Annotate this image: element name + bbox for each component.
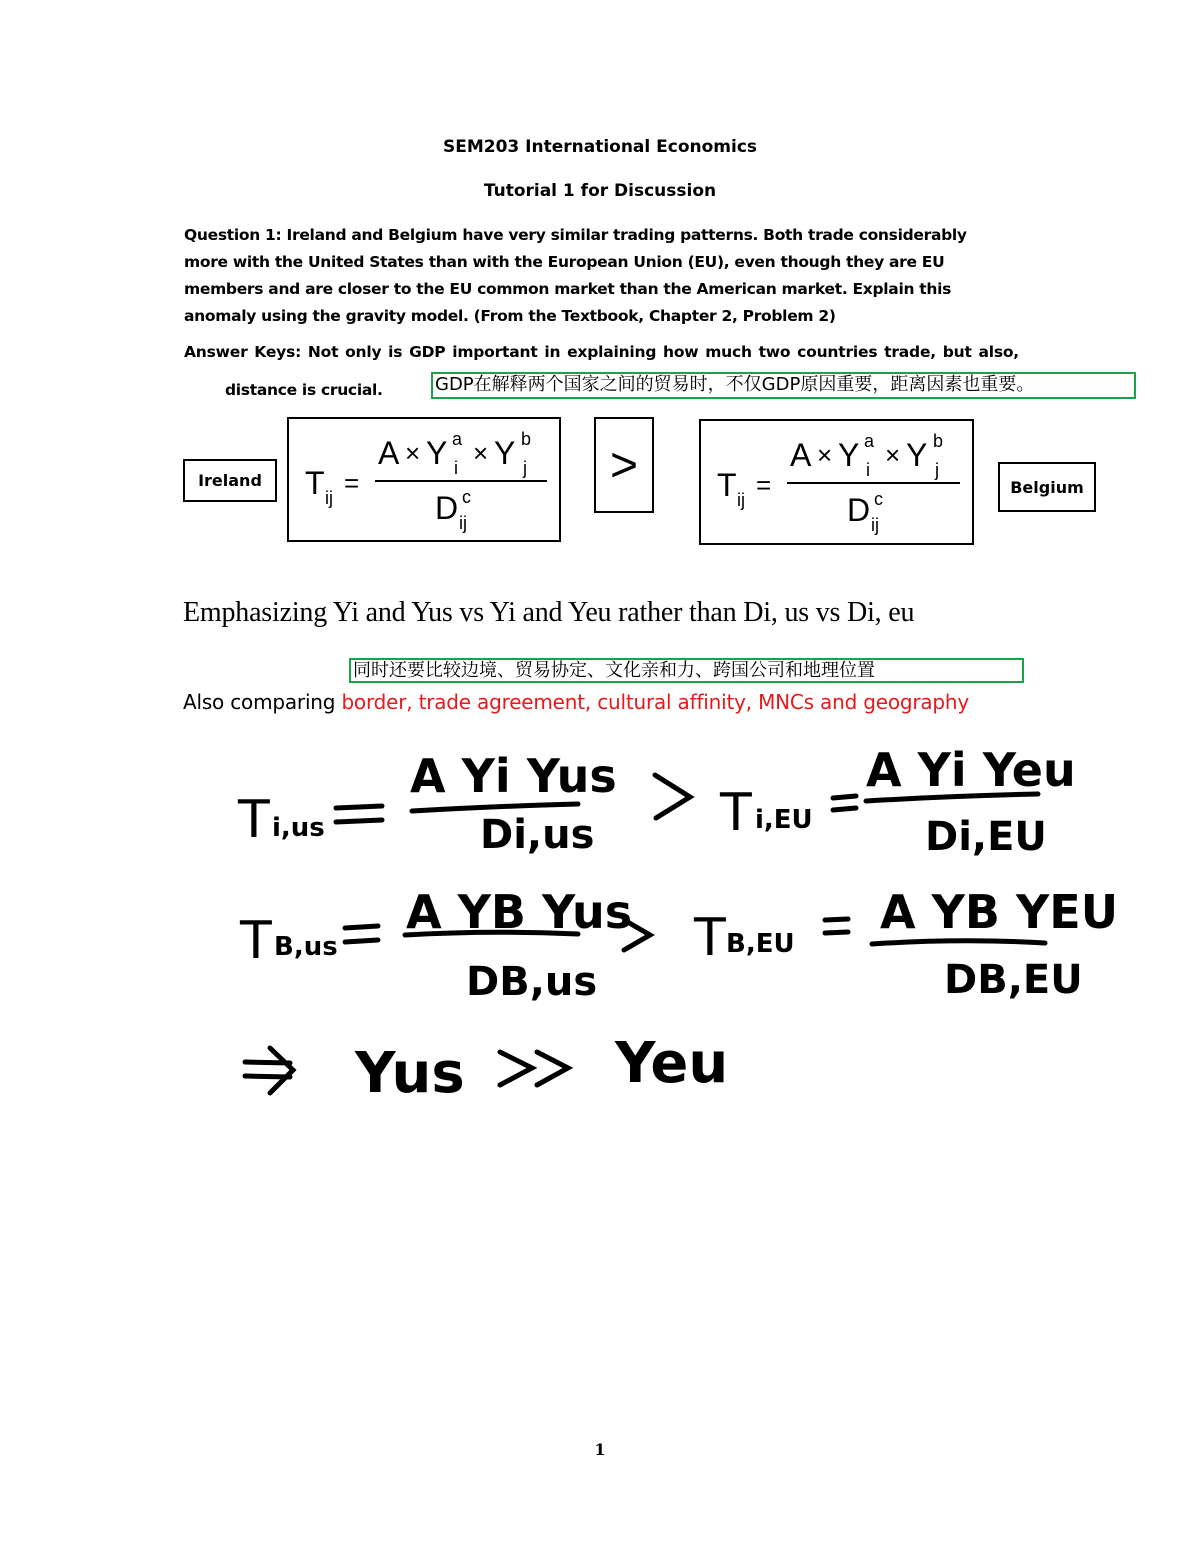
row1-fraction-bar-left (412, 804, 578, 811)
much-greater-than (500, 1052, 568, 1085)
row2-numerator-right: A YB YEU (880, 885, 1119, 939)
course-title: SEM203 International Economics (442, 137, 758, 157)
formula-A: A (790, 437, 812, 473)
row2-numerator-left: A YB Yus (406, 885, 633, 939)
formula-D: D (847, 492, 871, 528)
formula-times-2: × (473, 438, 489, 468)
formula-Yj-sub: j (523, 458, 527, 478)
formula-Yj-sub: j (935, 460, 939, 480)
answer-line-1: Answer Keys: Not only is GDP important in explaining how much two countries trade, but also, (184, 343, 1019, 361)
row1-denominator-left: Di,us (480, 812, 595, 858)
row2-lhs-T: T (240, 911, 272, 971)
row2-rhs-sub: B,EU (726, 929, 795, 959)
formula-equals: = (756, 470, 772, 500)
formula-D-sup: c (462, 487, 471, 507)
emphasis-text: Emphasizing Yi and Yus vs Yi and Yeu rather than Di, us vs Di, eu (183, 597, 915, 628)
page-number: 1 (594, 1440, 606, 1459)
formula-T: T (305, 465, 325, 501)
row2-equals-right (825, 919, 848, 933)
row2-equals-left (345, 926, 378, 942)
formula-Yi-sup: a (864, 431, 875, 451)
row1-lhs-sub: i,us (272, 813, 325, 843)
formula-D-sub: ij (459, 513, 467, 533)
row1-denominator-right: Di,EU (925, 814, 1047, 860)
formula-Yi-sub: i (454, 458, 458, 478)
formula-D-sup: c (874, 489, 883, 509)
formula-times-2: × (885, 440, 901, 470)
row1-rhs-T: T (720, 783, 752, 843)
row2-rhs-T: T (694, 908, 726, 968)
row2-fraction-bar-right (872, 941, 1045, 944)
formula-Yi-sup: a (452, 429, 463, 449)
row1-greater-than (655, 775, 690, 818)
row1-equals-right (833, 796, 856, 810)
chinese-note-factors: 同时还要比较边境、贸易协定、文化亲和力、跨国公司和地理位置 (349, 658, 1024, 683)
formula-times-1: × (405, 438, 421, 468)
row1-numerator-left: A Yi Yus (410, 749, 617, 803)
answer-line-2: distance is crucial. (225, 381, 383, 399)
row1-equals-left (336, 806, 382, 822)
row2-denominator-right: DB,EU (944, 957, 1083, 1003)
belgium-label: Belgium (998, 462, 1096, 512)
formula-times-1: × (817, 440, 833, 470)
formula-Yj-sup: b (521, 429, 532, 449)
formula-Yj: Y (494, 435, 516, 471)
greater-than-box: > (594, 417, 654, 513)
formula-Yi: Y (426, 435, 448, 471)
chinese-note-gdp: GDP在解释两个国家之间的贸易时，不仅GDP原因重要，距离因素也重要。 (431, 372, 1136, 399)
also-prefix: Also comparing (183, 690, 342, 714)
question-text: Question 1: Ireland and Belgium have very similar trading patterns. Both trade considerably more with the United States than with the European Union (EU), even though they are EU members and are closer to the EU common market than the American market. Explain this anomaly using the gravity model. (From the Textbook, Chapter 2, Problem 2) (184, 226, 967, 325)
formula-T: T (717, 467, 737, 503)
formula-Yj: Y (906, 437, 928, 473)
ireland-label: Ireland (183, 459, 277, 502)
formula-D: D (435, 490, 459, 526)
conclusion-yus: Yus (355, 1041, 465, 1106)
formula-Yj-sup: b (933, 431, 944, 451)
implies-arrow (245, 1048, 293, 1093)
tutorial-title: Tutorial 1 for Discussion (483, 181, 717, 201)
formula-A: A (378, 435, 400, 471)
row2-denominator-left: DB,us (466, 959, 598, 1005)
formula-D-sub: ij (871, 515, 879, 535)
formula-equals: = (344, 468, 360, 498)
row2-lhs-sub: B,us (274, 932, 338, 962)
also-highlight: border, trade agreement, cultural affinity, MNCs and geography (341, 690, 970, 714)
row1-rhs-sub: i,EU (755, 805, 813, 835)
formula-T-sub: ij (325, 488, 333, 508)
conclusion-yeu: Yeu (615, 1031, 729, 1096)
row1-numerator-right: A Yi Yeu (866, 743, 1076, 797)
formula-Yi: Y (838, 437, 860, 473)
formula-Yi-sub: i (866, 460, 870, 480)
row1-lhs-T: T (238, 790, 270, 850)
formula-T-sub: ij (737, 490, 745, 510)
